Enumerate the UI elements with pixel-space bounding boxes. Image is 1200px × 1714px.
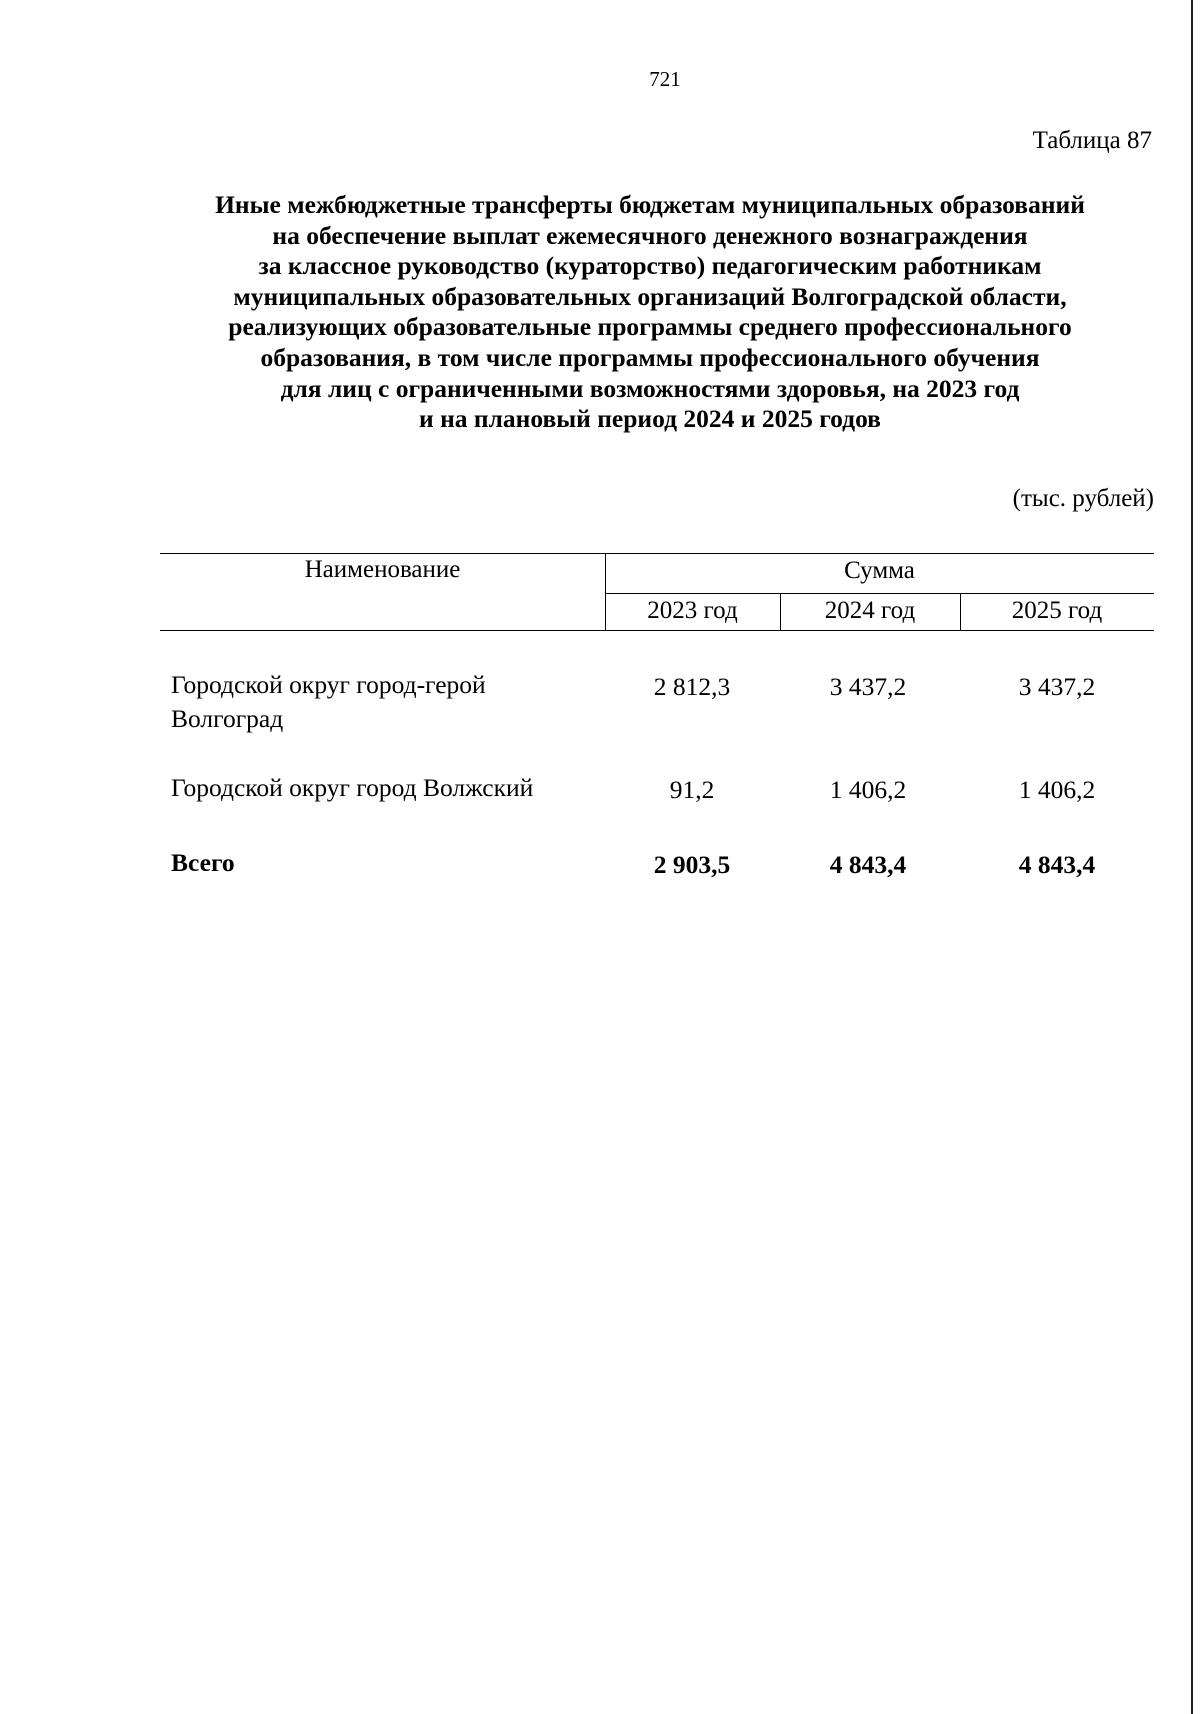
sum-divider-rule bbox=[605, 593, 1154, 594]
header-year-2024: 2024 год bbox=[824, 597, 916, 624]
table-top-rule bbox=[160, 553, 1154, 554]
header-year-2023: 2023 год bbox=[647, 597, 738, 624]
table-row-name bbox=[171, 668, 486, 736]
table-row-name bbox=[171, 771, 533, 805]
header-name: Наименование bbox=[304, 556, 461, 583]
document-title bbox=[150, 190, 1150, 435]
table-cell-value: 3 437,2 bbox=[1018, 672, 1096, 701]
row-name-line: Городской округ город-герой bbox=[171, 670, 486, 699]
page-edge bbox=[1191, 0, 1193, 1714]
unit-note: (тыс. рублей) bbox=[1012, 485, 1154, 512]
table-cell-value: 91,2 bbox=[669, 775, 715, 804]
title-line: за классное руководство (кураторство) педагогическим работникам bbox=[258, 251, 1042, 281]
title-line: Иные межбюджетные трансферты бюджетам муниципальных образований bbox=[215, 190, 1085, 219]
title-line: реализующих образовательные программы среднего профессионального bbox=[228, 312, 1072, 342]
row-name-line: Волгоград bbox=[171, 704, 284, 733]
table-cell-value: 1 406,2 bbox=[1018, 775, 1096, 804]
table-cell-value: 3 437,2 bbox=[829, 672, 907, 701]
table-label: Таблица 87 bbox=[1032, 127, 1152, 154]
table-cell-value: 2 812,3 bbox=[653, 672, 731, 701]
title-line: образования, в том числе программы профессионального обучения bbox=[260, 342, 1040, 372]
total-cell-value: 4 843,4 bbox=[829, 850, 907, 879]
title-line: для лиц с ограниченными возможностями здоровья, на 2023 год bbox=[280, 373, 1020, 403]
table-cell-value: 1 406,2 bbox=[829, 775, 907, 804]
total-row-name: Всего bbox=[171, 848, 235, 877]
row-name-line: Городской округ город Волжский bbox=[171, 773, 534, 802]
header-bottom-rule bbox=[160, 630, 1154, 631]
title-line: на обеспечение выплат ежемесячного денежного вознаграждения bbox=[272, 220, 1028, 250]
title-line: и на плановый период 2024 и 2025 годов bbox=[419, 404, 881, 434]
total-cell-value: 2 903,5 bbox=[653, 850, 731, 879]
header-sum: Сумма bbox=[844, 557, 915, 584]
title-line: муниципальных образовательных организаций Волгоградской области, bbox=[233, 281, 1067, 311]
header-year-2025: 2025 год bbox=[1011, 597, 1103, 624]
page-number: 721 bbox=[649, 67, 681, 91]
total-cell-value: 4 843,4 bbox=[1018, 850, 1096, 879]
